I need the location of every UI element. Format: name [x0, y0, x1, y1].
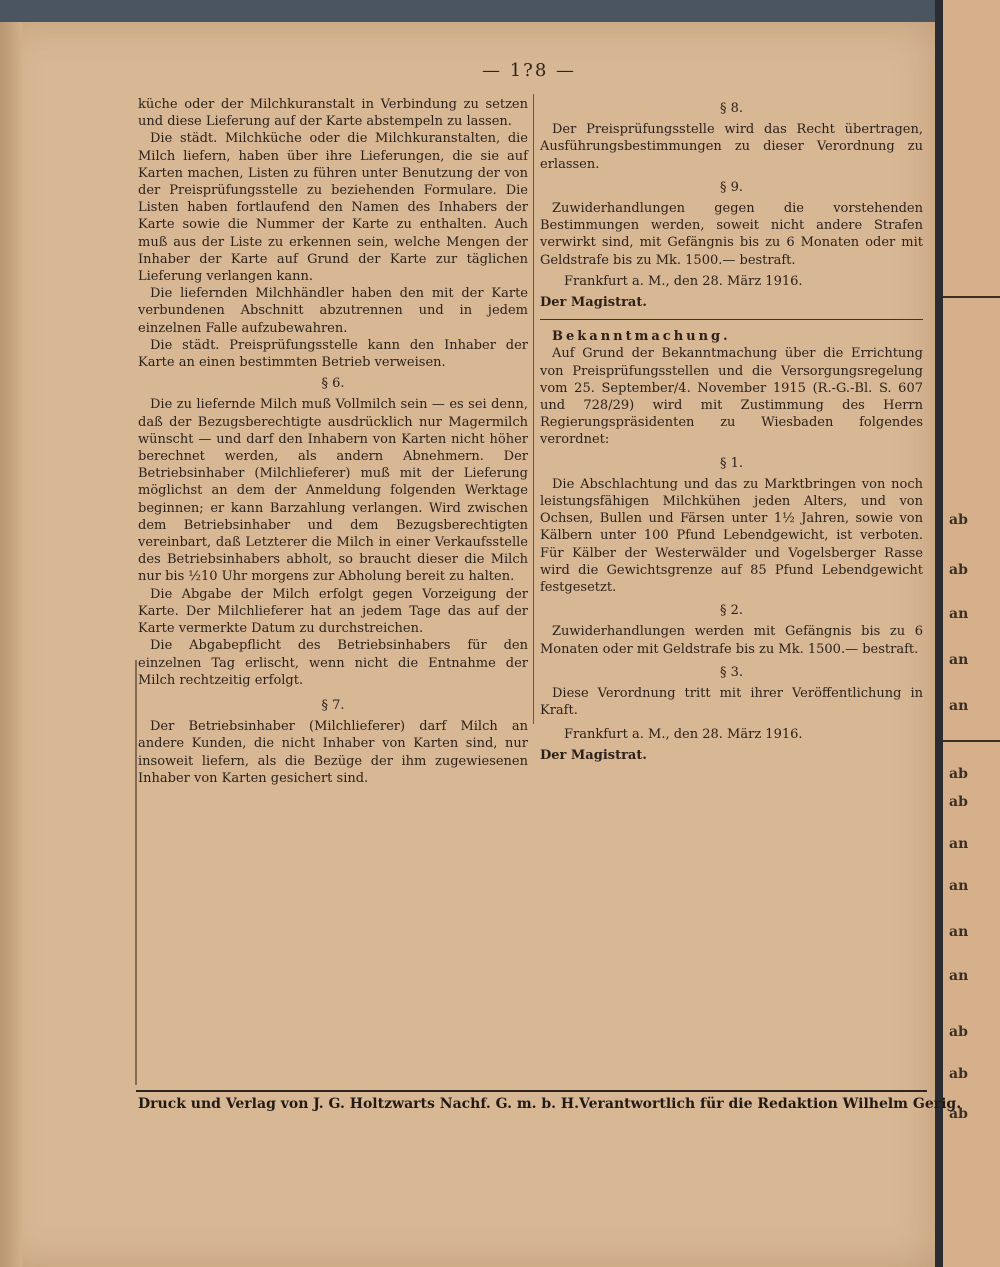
paragraph: Die Abschlachtung und das zu Marktbringen von noch leistungsfähigen Milchkühen jeden Alters, und von Ochsen, Bullen und Färsen unter 1½ Jahren, sowie von Kälbern unter 100 Pfund Lebendgewicht, ist verboten. Für Kälber der Westerwälder und Vogelsberger Rasse wird die Gewichtsgrenze auf 85 Pfund Lebendgewicht festgesetzt.	[540, 476, 923, 596]
fragment-text: ab	[949, 512, 968, 528]
column-divider	[533, 94, 534, 724]
fragment-text: ab	[949, 766, 968, 782]
adjacent-page-fragment	[943, 0, 1000, 1267]
section-rule	[540, 319, 923, 320]
section-heading-2: § 2.	[719, 603, 744, 619]
section-heading-9: § 9.	[719, 179, 744, 195]
fragment-text: an	[949, 652, 969, 668]
page-number: — 1?8 —	[482, 60, 576, 81]
announcement-heading: Bekanntmachung.	[552, 329, 731, 345]
fragment-rule	[943, 740, 1000, 742]
paragraph: Die liefernden Milchhändler haben den mit der Karte verbundenen Abschnitt abzutrennen und in jedem einzelnen Falle aufzubewahren.	[138, 286, 528, 336]
paragraph: küche oder der Milchkuranstalt in Verbindung zu setzen und diese Lieferung auf der Karte abstempeln zu lassen.	[138, 97, 528, 130]
fragment-text: an	[949, 878, 969, 894]
fragment-text: ab	[949, 1106, 968, 1122]
page-gutter	[935, 0, 943, 1267]
paragraph: Die Abgabe der Milch erfolgt gegen Vorzeigung der Karte. Der Milchlieferer hat an jedem Tage das auf der Karte vermerkte Datum zu durchstreichen.	[138, 586, 528, 637]
fragment-text: ab	[949, 1066, 968, 1082]
printer-imprint: Druck und Verlag von J. G. Holtzwarts Nachf. G. m. b. H.	[138, 1096, 580, 1112]
paragraph: Die städt. Preisprüfungsstelle kann den Inhaber der Karte an einen bestimmten Betrieb verweisen.	[138, 337, 528, 371]
fragment-text: ab	[949, 794, 968, 810]
paragraph: Die Abgabepflicht des Betriebsinhabers für den einzelnen Tag erlischt, wenn nicht die Entnahme der Milch rechtzeitig erfolgt.	[138, 638, 528, 688]
margin-mark	[135, 660, 137, 1085]
signature: Der Magistrat.	[540, 747, 647, 763]
place-date: Frankfurt a. M., den 28. März 1916.	[564, 726, 803, 742]
paragraph: Zuwiderhandlungen werden mit Gefängnis bis zu 6 Monaten oder mit Geldstrafe bis zu Mk. 1500.— bestraft.	[540, 624, 923, 657]
right-column	[540, 96, 923, 764]
section-heading-1: § 1.	[719, 455, 744, 471]
scanner-background	[0, 0, 935, 22]
paragraph: Zuwiderhandlungen gegen die vorstehenden Bestimmungen werden, soweit nicht andere Strafen verwirkt sind, mit Gefängnis bis zu 6 Monaten oder mit Geldstrafe bis zu Mk. 1500.— bestraft.	[540, 201, 923, 268]
fragment-text: ab	[949, 1024, 968, 1040]
paragraph: Der Betriebsinhaber (Milchlieferer) darf Milch an andere Kunden, die nicht Inhaber von Karten sind, nur insoweit liefern, als die Bezüge der ihm zugewiesenen Inhaber von Karten gesichert sind.	[138, 719, 528, 786]
fragment-text: an	[949, 924, 969, 940]
footer-rule	[136, 1090, 927, 1092]
fragment-text: an	[949, 698, 969, 714]
fragment-text: an	[949, 836, 969, 852]
fragment-text: ab	[949, 562, 968, 578]
imprint-footer	[138, 1096, 962, 1112]
fragment-text: an	[949, 606, 969, 622]
left-column	[138, 96, 528, 787]
page-binding-edge	[0, 22, 22, 1267]
section-heading-8: § 8.	[719, 101, 744, 116]
fragment-text: an	[949, 968, 969, 984]
paragraph: Die städt. Milchküche oder die Milchkuranstalten, die Milch liefern, haben über ihre Lieferungen, die sie auf Karten machen, Listen zu führen unter Benutzung der von der Preisprüfungsstelle zu beziehenden Formulare. Die Listen haben fortlaufend den Namen des Inhabers der Karte sowie die Nummer der Karte zu enthalten. Auch muß aus der Liste zu erkennen sein, welche Mengen der Inhaber der Karte auf Grund der Karte zur täglichen Lieferung verlangen kann.	[138, 131, 528, 285]
section-heading-6: § 6.	[321, 376, 345, 392]
paragraph: Diese Verordnung tritt mit ihrer Veröffentlichung in Kraft.	[540, 686, 923, 719]
editor-imprint: Verantwortlich für die Redaktion Wilhelm Gerig.	[579, 1096, 962, 1112]
section-heading-3: § 3.	[719, 664, 744, 680]
paragraph: Die zu liefernde Milch muß Vollmilch sein — es sei denn, daß der Bezugsberechtigte ausdrücklich nur Magermilch wünscht — und darf den Inhabern von Karten nicht höher berechnet werden, als andern Abnehmern. Der Betriebsinhaber (Milchlieferer) muß mit der Lieferung möglichst an dem der Anmeldung folgenden Werktage beginnen; er kann Barzahlung verlangen. Wird zwischen dem Betriebsinhaber und dem Bezugsberechtigten vereinbart, daß Letzterer die Milch in einer Verkaufsstelle des Betriebsinhabers abholt, so braucht dieser die Milch nur bis ½10 Uhr morgens zur Abholung bereit zu halten.	[138, 397, 528, 585]
paragraph: Der Preisprüfungsstelle wird das Recht übertragen, Ausführungsbestimmungen zu dieser Verordnung zu erlassen.	[540, 122, 923, 172]
paragraph: Auf Grund der Bekanntmachung über die Errichtung von Preisprüfungsstellen und die Versorgungsregelung vom 25. September/4. November 1915 (R.-G.-Bl. S. 607 und 728/29) wird mit Zustimmung des Herrn Regierungspräsidenten zu Wiesbaden folgendes verordnet:	[540, 346, 923, 448]
section-heading-7: § 7.	[321, 697, 345, 713]
place-date: Frankfurt a. M., den 28. März 1916.	[564, 273, 803, 289]
signature: Der Magistrat.	[540, 295, 647, 311]
fragment-rule	[943, 296, 1000, 298]
